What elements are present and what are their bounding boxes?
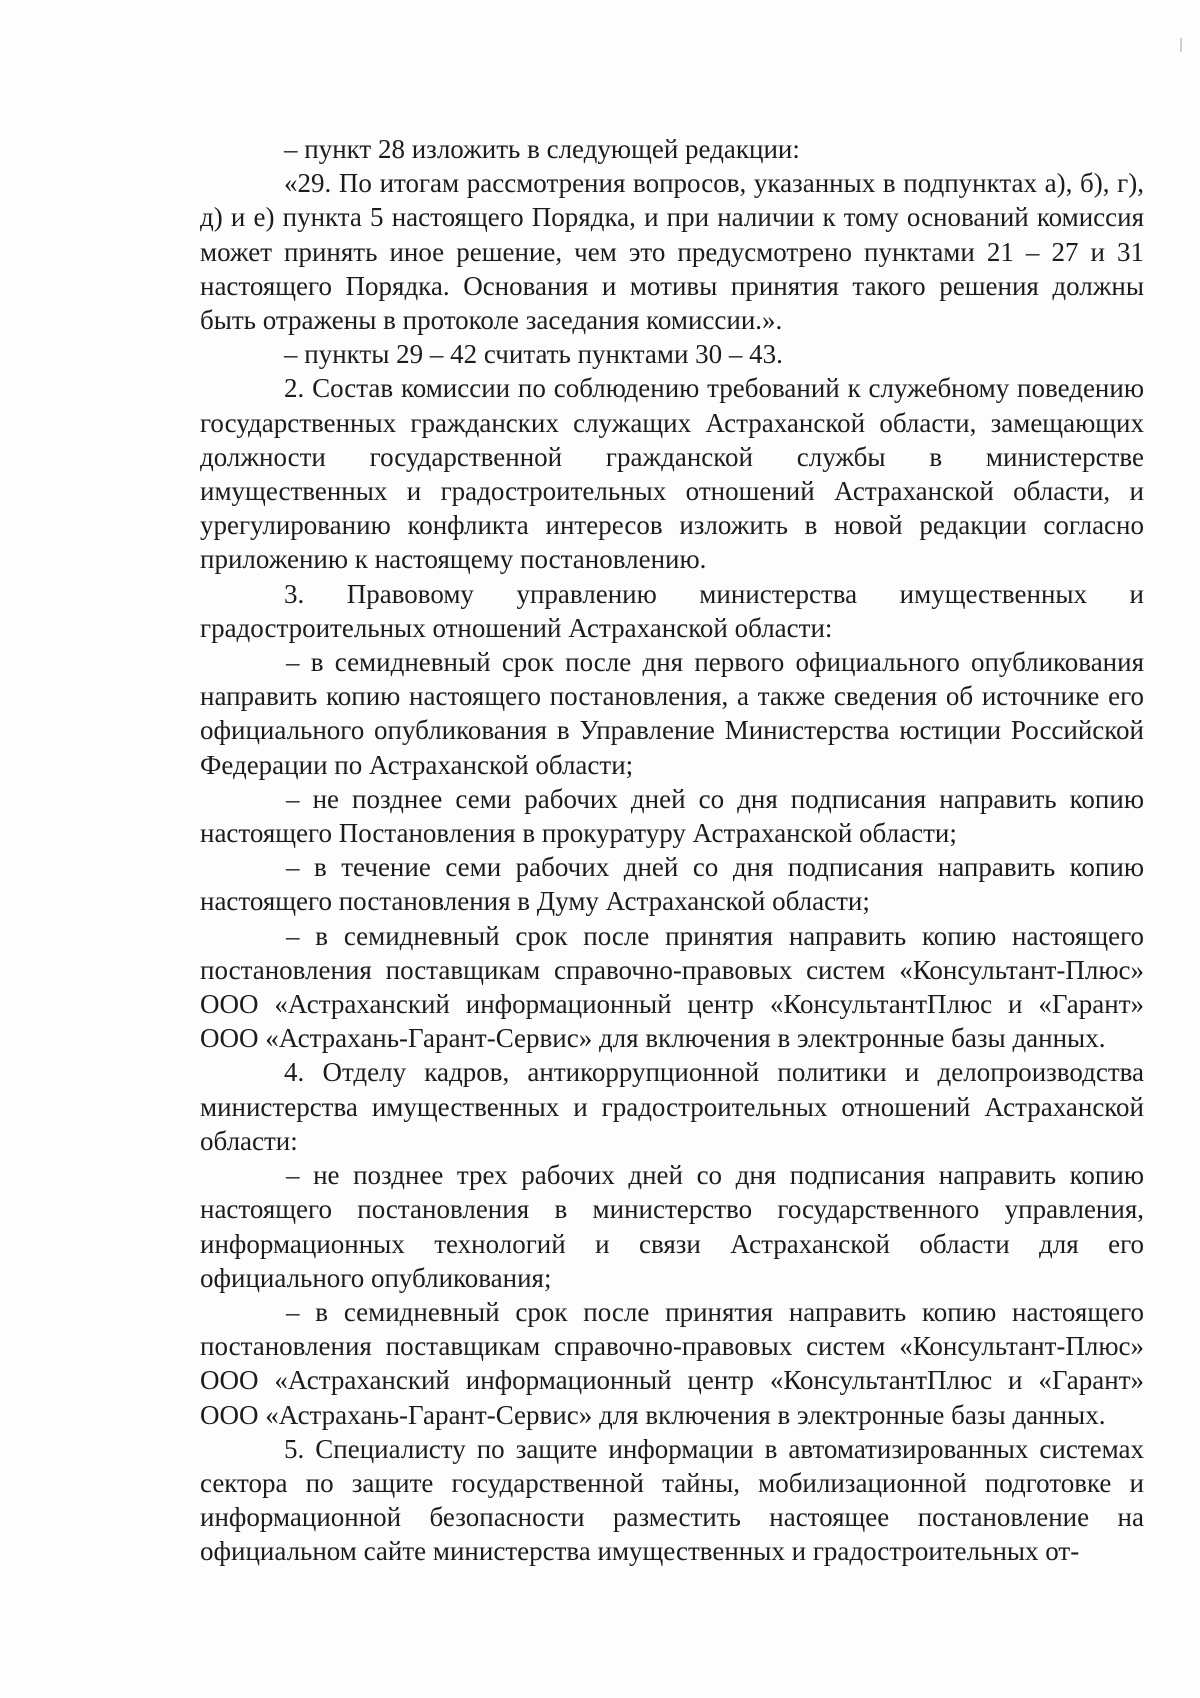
paragraph-quoted-29: «29. По итогам рассмотрения вопросов, указанных в подпунктах а), б), г), д) и е) пункта 5 настоящего Порядка, и при наличии к тому оснований комиссия может принять иное решение, чем это предусмотрено пунктами 21 – 27 и 31 настоящего Порядка. Основания и мотивы принятия такого решения должны быть отражены в протоколе заседания комиссии.».	[200, 168, 1144, 336]
paragraph-3-legal-dept: 3. Правовому управлению министерства имущественных и градостроительных отношений Астраханской области:	[200, 578, 1144, 643]
list-item-publication: – не позднее трех рабочих дней со дня подписания направить копию настоящего постановления в министерство государственного управления, информационных технологий и связи Астраханской области для его официального опубликования;	[200, 1160, 1144, 1293]
list-item-legal-systems: – в семидневный срок после принятия направить копию настоящего постановления поставщикам справочно-правовых систем «Консультант-Плюс» ООО «Астраханский информационный центр «КонсультантПлюс и «Гарант» ООО «Астрахань-Гарант-Сервис» для включения в электронные базы данных.	[200, 920, 1144, 1054]
list-item-prosecutor: – не позднее семи рабочих дней со дня подписания направить копию настоящего Постановления в прокуратуру Астраханской области;	[200, 783, 1144, 849]
list-item-legal-systems-2: – в семидневный срок после принятия направить копию настоящего постановления поставщикам справочно-правовых систем «Консультант-Плюс» ООО «Астраханский информационный центр «КонсультантПлюс и «Гарант» ООО «Астрахань-Гарант-Сервис» для включения в электронные базы данных.	[200, 1296, 1144, 1430]
paragraph-item-28: – пункт 28 изложить в следующей редакции:	[284, 134, 800, 164]
paragraph-4-hr-dept: 4. Отделу кадров, антикоррупционной политики и делопроизводства министерства имущественных и градостроительных отношений Астраханской области:	[200, 1057, 1144, 1156]
document-body	[200, 132, 1144, 1569]
paragraph-2-commission: 2. Состав комиссии по соблюдению требований к служебному поведению государственных гражданских служащих Астраханской области, замещающих должности государственной гражданской службы в министерстве имущественных и градостроительных отношений Астраханской области, и урегулированию конфликта интересов изложить в новой редакции согласно приложению к настоящему постановлению.	[200, 373, 1144, 575]
scan-artifact	[1180, 38, 1182, 52]
paragraph-renumber: – пункты 29 – 42 считать пунктами 30 – 43.	[284, 339, 783, 370]
list-item-justice: – в семидневный срок после дня первого официального опубликования направить копию настоящего постановления, а также сведения об источнике его официального опубликования в Управление Министерства юстиции Российской Федерации по Астраханской области;	[200, 647, 1144, 780]
paragraph-5-website: 5. Специалисту по защите информации в автоматизированных системах сектора по защите государственной тайны, мобилизационной подготовке и информационной безопасности разместить настоящее постановление на официальном сайте министерства имущественных и градостроительных от-	[200, 1433, 1144, 1567]
list-item-duma: – в течение семи рабочих дней со дня подписания направить копию настоящего постановления в Думу Астраханской области;	[200, 852, 1144, 917]
